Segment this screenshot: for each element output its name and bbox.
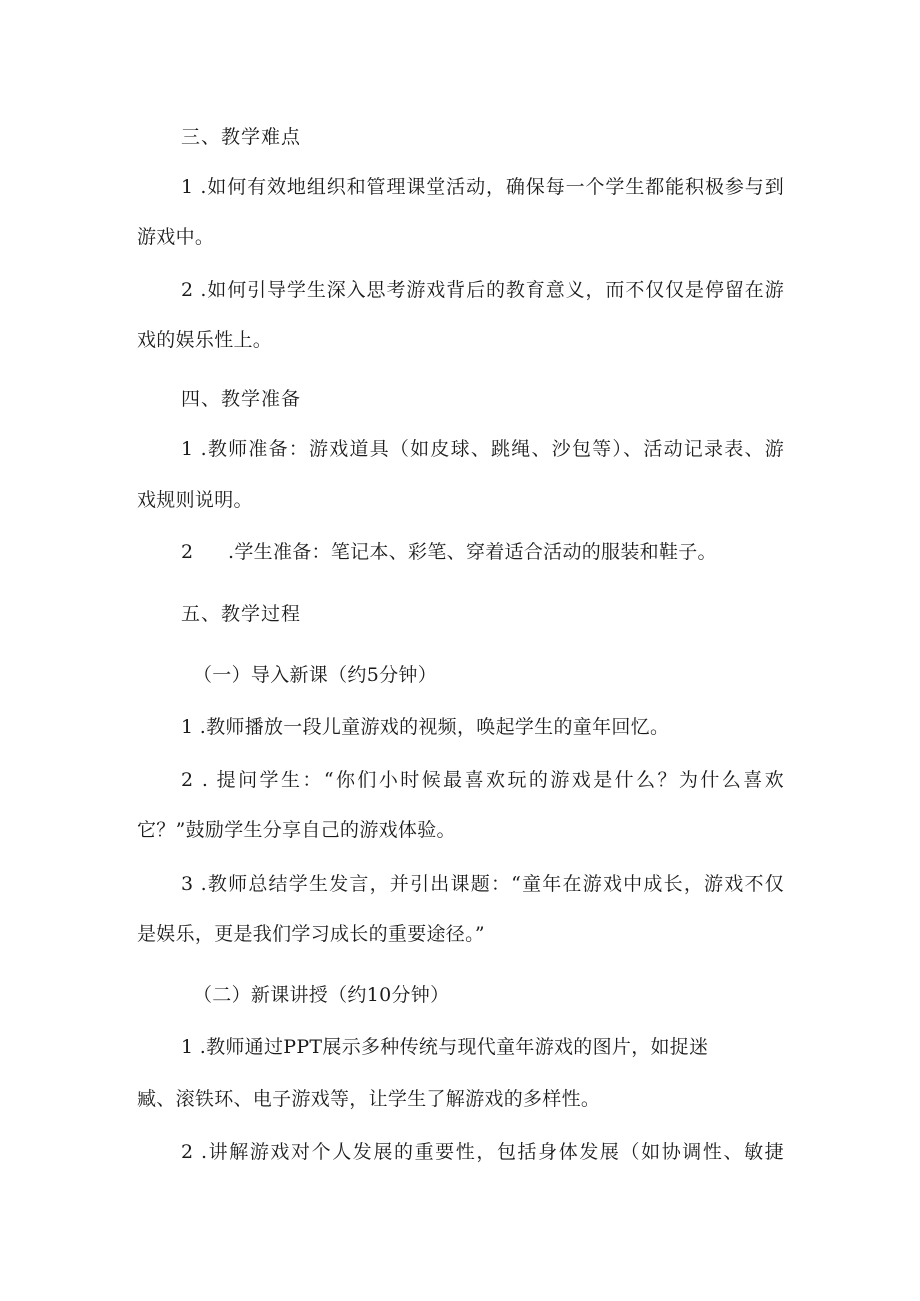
- paragraph-introduction-3-line-2: 是娱乐，更是我们学习成长的重要途径。”: [137, 923, 485, 945]
- subsection-heading-new-lesson: （二）新课讲授（约10分钟）: [193, 984, 450, 1006]
- paragraph-introduction-2-line-2: 它？”鼓励学生分享自己的游戏体验。: [137, 819, 456, 841]
- section-heading-teaching-difficulties: 三、教学难点: [181, 126, 302, 148]
- subsection-heading-introduction: （一）导入新课（约5分钟）: [193, 664, 437, 686]
- paragraph-preparation-1-line-2: 戏规则说明。: [137, 489, 253, 511]
- section-heading-teaching-process: 五、教学过程: [181, 603, 302, 625]
- paragraph-introduction-3-line-1: 3 .教师总结学生发言，并引出课题：“童年在游戏中成长，游戏不仅: [181, 873, 784, 895]
- paragraph-introduction-1: 1 .教师播放一段儿童游戏的视频，唤起学生的童年回忆。: [181, 716, 670, 738]
- section-heading-teaching-preparation: 四、教学准备: [181, 388, 302, 410]
- paragraph-difficulty-1-line-2: 游戏中。: [137, 226, 215, 248]
- paragraph-preparation-2-text: .学生准备：笔记本、彩笔、穿着适合活动的服装和鞋子。: [228, 541, 717, 563]
- paragraph-difficulty-2-line-2: 戏的娱乐性上。: [137, 329, 273, 351]
- paragraph-new-lesson-2-line-1: 2 .讲解游戏对个人发展的重要性，包括身体发展（如协调性、敏捷: [181, 1141, 784, 1163]
- paragraph-new-lesson-1-line-2: 臧、滚铁环、电子游戏等，让学生了解游戏的多样性。: [137, 1088, 601, 1110]
- paragraph-preparation-1-line-1: 1 .教师准备：游戏道具（如皮球、跳绳、沙包等）、活动记录表、游: [181, 438, 784, 460]
- paragraph-preparation-2-number: 2: [181, 541, 194, 563]
- paragraph-introduction-2-line-1: 2 . 提问学生：“你们小时候最喜欢玩的游戏是什么？为什么喜欢: [181, 769, 784, 791]
- paragraph-difficulty-2-line-1: 2 .如何引导学生深入思考游戏背后的教育意义，而不仅仅是停留在游: [181, 279, 784, 301]
- paragraph-new-lesson-1-line-1: 1 .教师通过PPT展示多种传统与现代童年游戏的图片，如捉迷: [181, 1036, 709, 1058]
- paragraph-difficulty-1-line-1: 1 .如何有效地组织和管理课堂活动，确保每一个学生都能积极参与到: [181, 176, 784, 198]
